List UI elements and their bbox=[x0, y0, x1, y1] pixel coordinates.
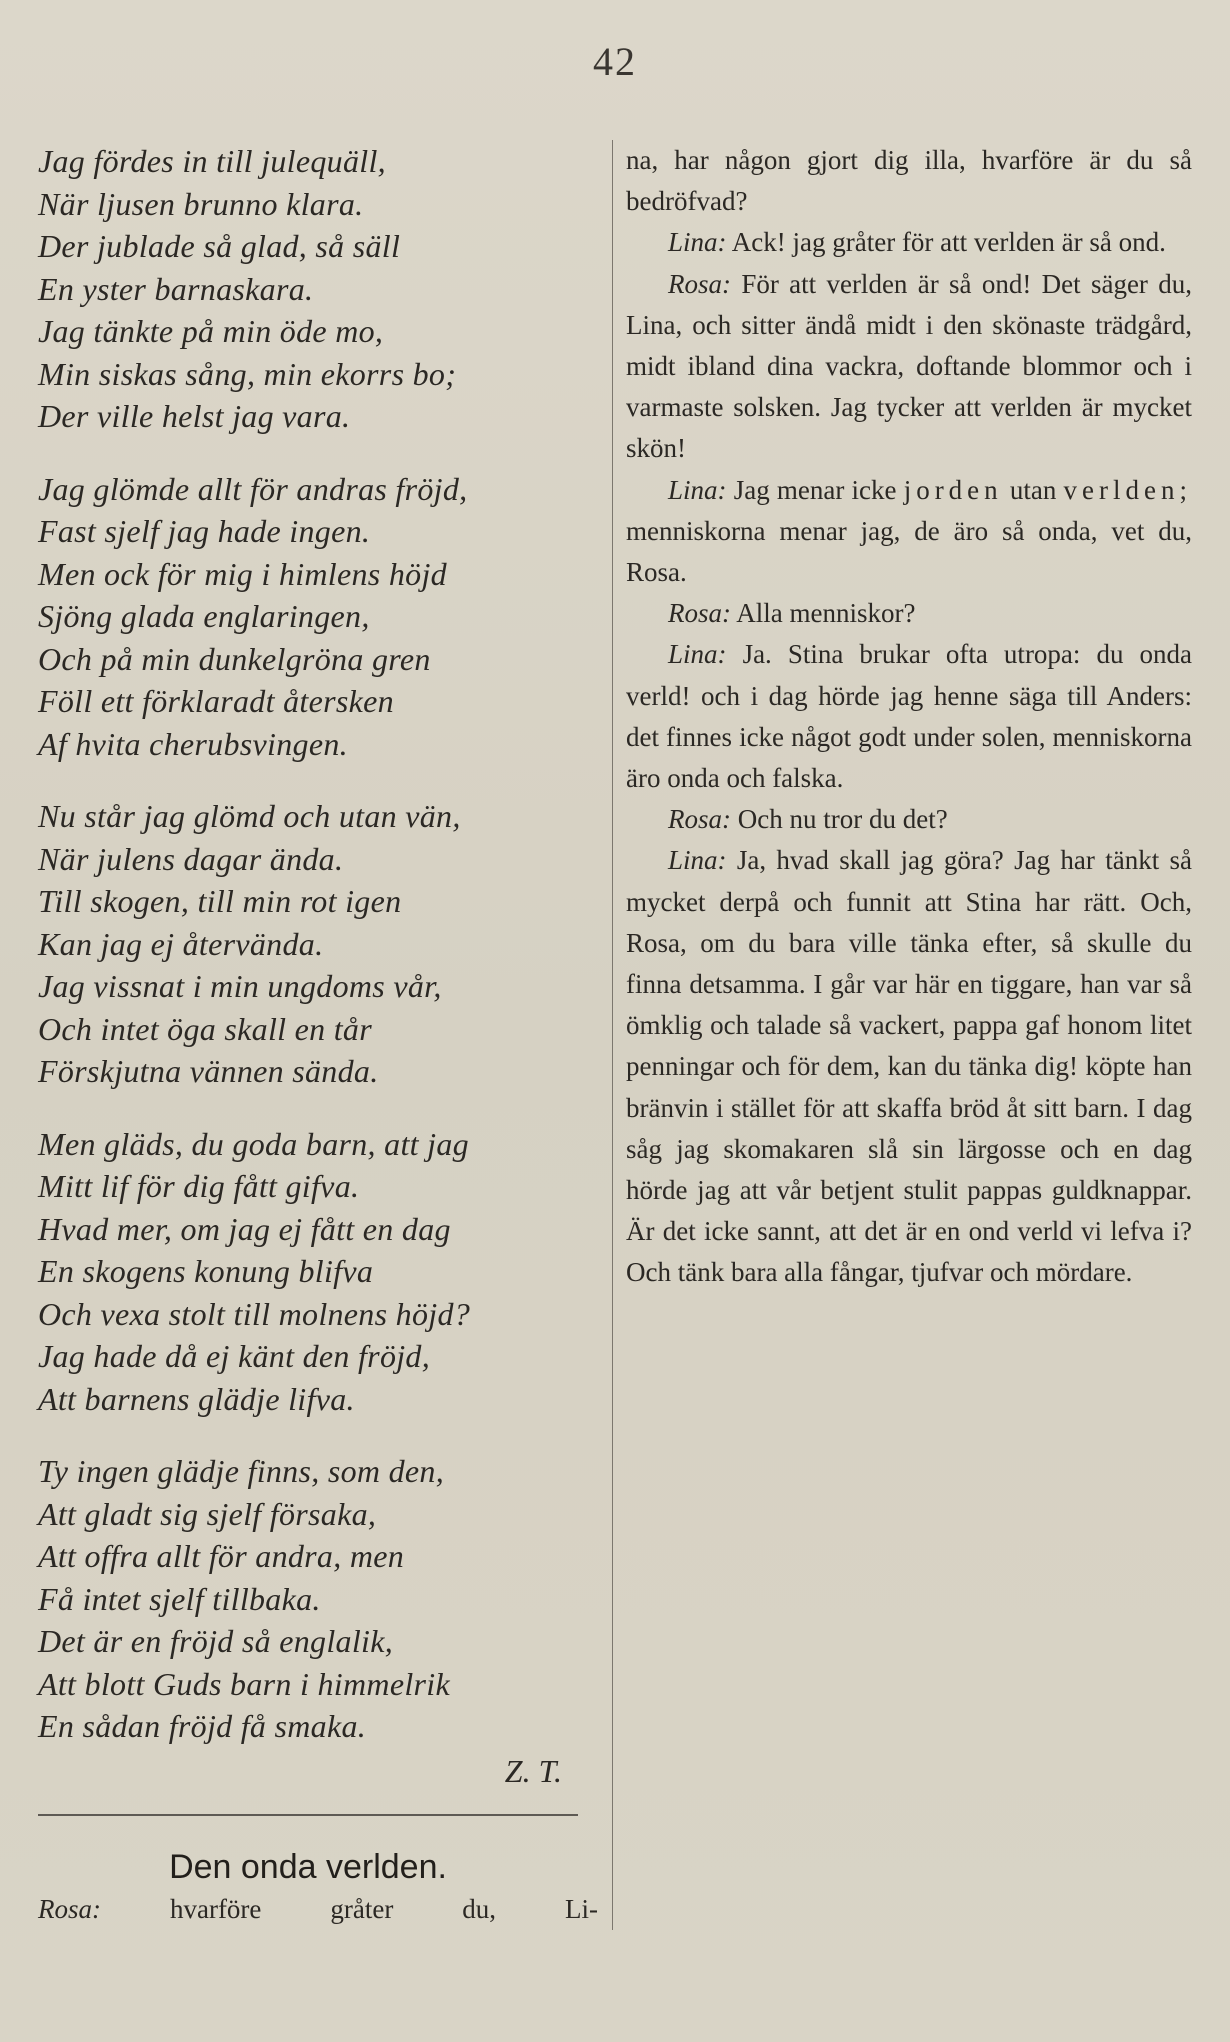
dialogue-paragraph bbox=[626, 840, 1192, 1293]
poem-stanza bbox=[38, 1450, 606, 1748]
verse-line: Mitt lif för dig fått gifva. bbox=[38, 1168, 360, 1204]
left-column bbox=[38, 140, 606, 1930]
article-title: Den onda verlden. bbox=[169, 1847, 447, 1886]
verse-line: Nu står jag glömd och utan vän, bbox=[38, 798, 461, 834]
emphasized-word: jorden bbox=[903, 474, 1003, 505]
verse-line: Att offra allt för andra, men bbox=[38, 1538, 405, 1574]
verse-line: Fast sjelf jag hade ingen. bbox=[38, 513, 371, 549]
verse-line: Och vexa stolt till molnens höjd? bbox=[38, 1295, 471, 1332]
verse-line: Der jublade så glad, så säll bbox=[38, 228, 401, 264]
verse-line: Föll ett förklaradt återsken bbox=[38, 683, 394, 719]
verse-line: En skogens konung blifva bbox=[38, 1253, 374, 1289]
verse-line: Till skogen, till min rot igen bbox=[38, 883, 402, 919]
verse-line: När ljusen brunno klara. bbox=[38, 185, 364, 222]
verse-line: Hvad mer, om jag ej fått en dag bbox=[38, 1210, 451, 1247]
speaker-name: Rosa: bbox=[668, 804, 731, 835]
speaker-name: Rosa: bbox=[668, 598, 731, 629]
speaker-name: Rosa: bbox=[38, 1893, 101, 1924]
verse-line: Och på min dunkelgröna gren bbox=[38, 640, 431, 677]
dialogue-paragraph bbox=[626, 264, 1192, 470]
verse-line: Jag tänkte på min öde mo, bbox=[38, 313, 384, 349]
verse-line: Men gläds, du goda barn, att jag bbox=[38, 1125, 469, 1162]
dialogue-text: hvarföre gråter du, Li- bbox=[169, 1893, 598, 1924]
speaker-name: Lina: bbox=[668, 845, 727, 876]
dialogue-text: menniskorna menar jag, de äro så onda, vet du, Rosa. bbox=[626, 515, 1192, 588]
verse-line: Jag fördes in till julequäll, bbox=[38, 143, 386, 179]
verse-line: Jag vissnat i min ungdoms vår, bbox=[38, 968, 442, 1004]
dialogue-paragraph bbox=[626, 799, 1192, 840]
verse-line: Jag glömde allt för andras fröjd, bbox=[38, 470, 468, 507]
speaker-name: Lina: bbox=[668, 474, 727, 505]
dialogue-text: Ja. Stina brukar ofta utropa: du onda verld! och i dag hörde jag henne säga till Anders: det finnes icke något godt under solen, menniskorna äro onda och falska. bbox=[626, 639, 1192, 794]
speaker-name: Lina: bbox=[668, 227, 727, 258]
verse-line: Ty ingen glädje finns, som den, bbox=[38, 1453, 445, 1489]
dialogue-text: na, har någon gjort dig illa, hvarföre är du så bedröfvad? bbox=[626, 145, 1192, 217]
verse-line: En yster barnaskara. bbox=[38, 270, 314, 307]
speaker-name: Rosa: bbox=[668, 268, 731, 299]
dialogue-text: utan bbox=[1009, 474, 1057, 505]
dialogue-paragraph bbox=[626, 222, 1192, 263]
verse-line: Det är en fröjd så englalik, bbox=[38, 1623, 394, 1659]
verse-line: Der ville helst jag vara. bbox=[38, 398, 351, 434]
right-column bbox=[626, 140, 1192, 1294]
dialogue-text: För att verlden är så ond! Det säger du, Lina, och sitter ändå midt i den skönaste trädgård, midt ibland dina vackra, doftande blommor och i varmaste solsken. Jag tycker att verlden är mycket skön! bbox=[626, 268, 1192, 464]
verse-line: En sådan fröjd få smaka. bbox=[38, 1708, 367, 1744]
page-number: 42 bbox=[593, 39, 637, 84]
emphasized-word: verlden; bbox=[1063, 474, 1193, 505]
dialogue-paragraph bbox=[626, 634, 1192, 799]
dialogue-text: Alla menniskor? bbox=[736, 598, 916, 629]
column-divider bbox=[612, 140, 613, 1930]
verse-line: Få intet sjelf tillbaka. bbox=[38, 1580, 321, 1617]
speaker-name: Lina: bbox=[668, 639, 727, 670]
article-opening-line bbox=[38, 1888, 598, 1930]
dialogue-text: Jag menar icke bbox=[733, 474, 897, 505]
verse-line: Sjöng glada englaringen, bbox=[38, 598, 370, 634]
verse-line: Att gladt sig sjelf försaka, bbox=[38, 1495, 377, 1532]
verse-line: Förskjutna vännen sända. bbox=[38, 1053, 379, 1089]
dialogue-paragraph bbox=[626, 470, 1192, 594]
verse-line: Kan jag ej återvända. bbox=[38, 925, 324, 962]
section-divider bbox=[38, 1814, 578, 1816]
verse-line: Min siskas sång, min ekorrs bo; bbox=[38, 355, 457, 392]
verse-line: Af hvita cherubsvingen. bbox=[38, 725, 348, 762]
dialogue-text: Ack! jag gråter för att verlden är så ond. bbox=[731, 227, 1166, 258]
dialogue-paragraph bbox=[626, 140, 1192, 222]
verse-line: När julens dagar ända. bbox=[38, 840, 344, 877]
dialogue-text: Ja, hvad skall jag göra? Jag har tänkt så mycket derpå och funnit att Stina har rätt. Och, Rosa, om du bara ville tänka efter, så skulle du finna detsamma. I går var här en tiggare, han var så ömklig och talade så vackert, pappa gaf honom litet penningar och för dem, kan du tänka dig! köpte han bränvin i stället för att skaffa bröd åt sitt barn. I dag såg jag skomakaren slå sin lärgosse och en dag hörde jag att vår betjent stulit pappas guldknappar. Är det icke sannt, att det är en ond verld vi lefva i? Och tänk bara alla fångar, tjufvar och mördare. bbox=[626, 845, 1193, 1288]
poem-signature: Z. T. bbox=[504, 1752, 562, 1789]
dialogue-paragraph bbox=[626, 593, 1192, 634]
poem-stanza bbox=[38, 140, 606, 438]
poem-stanza bbox=[38, 1123, 606, 1421]
verse-line: Att blott Guds barn i himmelrik bbox=[38, 1665, 450, 1702]
poem-stanza bbox=[38, 795, 606, 1093]
verse-line: Jag hade då ej känt den fröjd, bbox=[38, 1338, 431, 1374]
verse-line: Men ock för mig i himlens höjd bbox=[38, 555, 447, 592]
verse-line: Att barnens glädje lifva. bbox=[38, 1380, 355, 1417]
poem-stanza bbox=[38, 468, 606, 766]
dialogue-text: Och nu tror du det? bbox=[737, 804, 948, 835]
verse-line: Och intet öga skall en tår bbox=[38, 1010, 372, 1047]
